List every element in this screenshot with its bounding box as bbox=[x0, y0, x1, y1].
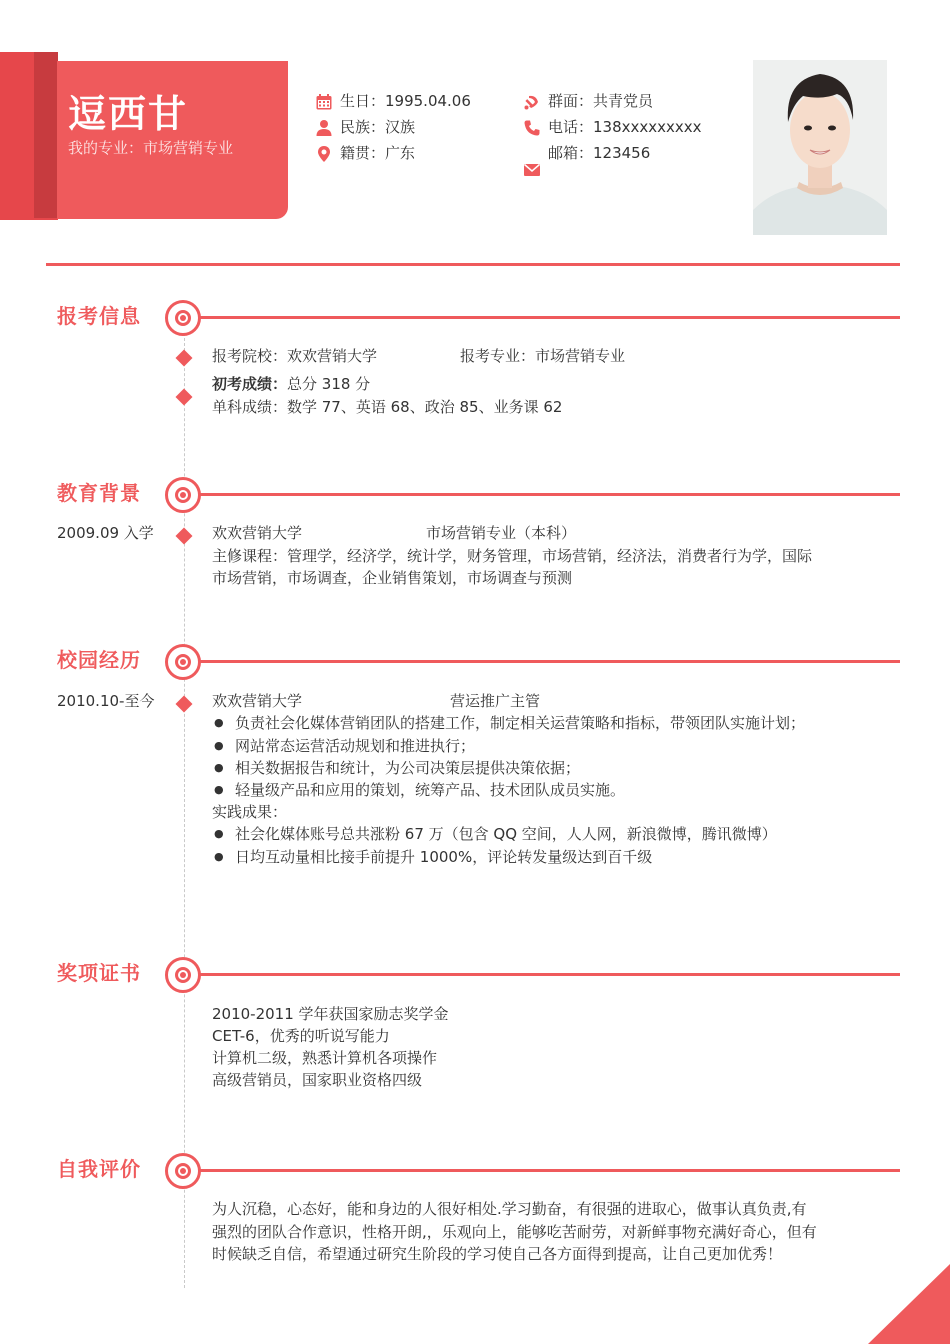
target-icon bbox=[165, 300, 201, 336]
profile-photo bbox=[753, 60, 887, 235]
education-major: 市场营销专业（本科） bbox=[426, 524, 577, 542]
education-school: 欢欢营销大学 bbox=[212, 524, 303, 542]
bullet: ● bbox=[214, 716, 224, 729]
phone-field: 电话：138xxxxxxxxx bbox=[548, 118, 702, 136]
target-icon bbox=[165, 957, 201, 993]
hometown-field: 籍贯：广东 bbox=[340, 144, 416, 162]
calendar-icon bbox=[315, 93, 333, 111]
political-status-field: 群面：共青党员 bbox=[548, 92, 654, 110]
target-icon bbox=[165, 644, 201, 680]
education-date: 2009.09 入学 bbox=[57, 524, 154, 542]
duty-item: 轻量级产品和应用的策划，统筹产品、技术团队成员实施。 bbox=[235, 781, 626, 799]
diamond-marker bbox=[176, 528, 193, 545]
envelope-icon bbox=[523, 161, 541, 179]
bullet: ● bbox=[214, 783, 224, 796]
section-line bbox=[200, 316, 900, 319]
section-line bbox=[200, 660, 900, 663]
exam-score bbox=[212, 373, 370, 395]
section-line bbox=[200, 973, 900, 976]
section-line bbox=[200, 493, 900, 496]
section-line bbox=[200, 1169, 900, 1172]
section-title-exam: 报考信息 bbox=[57, 304, 141, 328]
corner-decoration bbox=[868, 1264, 950, 1344]
campus-date: 2010.10-至今 bbox=[57, 692, 155, 710]
phone-icon bbox=[523, 119, 541, 137]
bullet: ● bbox=[214, 850, 224, 863]
award-item: 计算机二级，熟悉计算机各项操作 bbox=[212, 1049, 438, 1067]
section-title-education: 教育背景 bbox=[57, 481, 141, 505]
header-divider bbox=[46, 263, 900, 266]
location-pin-icon bbox=[315, 145, 333, 163]
ethnicity-field: 民族：汉族 bbox=[340, 118, 416, 136]
bullet: ● bbox=[214, 827, 224, 840]
duty-item: 相关数据报告和统计，为公司决策层提供决策依据； bbox=[235, 759, 581, 777]
candidate-name: 逗西甘 bbox=[68, 92, 189, 136]
section-title-self-evaluation: 自我评价 bbox=[57, 1157, 141, 1181]
birthday-field: 生日：1995.04.06 bbox=[340, 92, 471, 110]
timeline-dashed-line bbox=[184, 318, 185, 1288]
result-item: 社会化媒体账号总共涨粉 67 万（包含 QQ 空间，人人网，新浪微博，腾讯微博） bbox=[235, 825, 777, 843]
campus-role: 营运推广主管 bbox=[450, 692, 541, 710]
diamond-marker bbox=[176, 389, 193, 406]
duty-item: 网站常态运营活动规划和推进执行； bbox=[235, 737, 476, 755]
self-evaluation-line: 强烈的团队合作意识，性格开朗,，乐观向上，能够吃苦耐劳，对新鲜事物充满好奇心，但有 bbox=[212, 1223, 817, 1241]
diamond-marker bbox=[176, 350, 193, 367]
target-icon bbox=[165, 1153, 201, 1189]
candidate-major: 我的专业：市场营销专业 bbox=[68, 139, 234, 157]
score-value: 总分 318 分 bbox=[287, 375, 371, 393]
education-courses: 主修课程：管理学，经济学，统计学，财务管理，市场营销，经济法，消费者行为学，国际 bbox=[212, 547, 813, 565]
award-item: CET-6，优秀的听说写能力 bbox=[212, 1027, 390, 1045]
target-icon bbox=[165, 477, 201, 513]
duty-item: 负责社会化媒体营销团队的搭建工作，制定相关运营策略和指标，带领团队实施计划； bbox=[235, 714, 806, 732]
bullet: ● bbox=[214, 739, 224, 752]
party-emblem-icon bbox=[523, 93, 541, 111]
score-label: 初考成绩： bbox=[212, 375, 288, 393]
exam-subject-scores: 单科成绩：数学 77、英语 68、政治 85、业务课 62 bbox=[212, 398, 563, 416]
results-label: 实践成果： bbox=[212, 803, 288, 821]
banner-fold bbox=[34, 52, 58, 218]
section-title-campus: 校园经历 bbox=[57, 648, 141, 672]
award-item: 高级营销员，国家职业资格四级 bbox=[212, 1071, 423, 1089]
section-title-awards: 奖项证书 bbox=[57, 961, 141, 985]
bullet: ● bbox=[214, 761, 224, 774]
exam-school: 报考院校：欢欢营销大学 bbox=[212, 347, 378, 365]
exam-major: 报考专业：市场营销专业 bbox=[460, 347, 626, 365]
campus-org: 欢欢营销大学 bbox=[212, 692, 303, 710]
self-evaluation-line: 为人沉稳，心态好，能和身边的人很好相处.学习勤奋，有很强的进取心，做事认真负责,有 bbox=[212, 1200, 807, 1218]
education-courses-cont: 市场营销，市场调查，企业销售策划，市场调查与预测 bbox=[212, 569, 573, 587]
result-item: 日均互动量相比接手前提升 1000%，评论转发量级达到百千级 bbox=[235, 848, 653, 866]
email-field: 邮箱：123456 bbox=[548, 144, 651, 162]
person-icon bbox=[315, 119, 333, 137]
award-item: 2010-2011 学年获国家励志奖学金 bbox=[212, 1005, 449, 1023]
diamond-marker bbox=[176, 696, 193, 713]
self-evaluation-line: 时候缺乏自信，希望通过研究生阶段的学习使自己各方面得到提高，让自己更加优秀！ bbox=[212, 1245, 783, 1263]
